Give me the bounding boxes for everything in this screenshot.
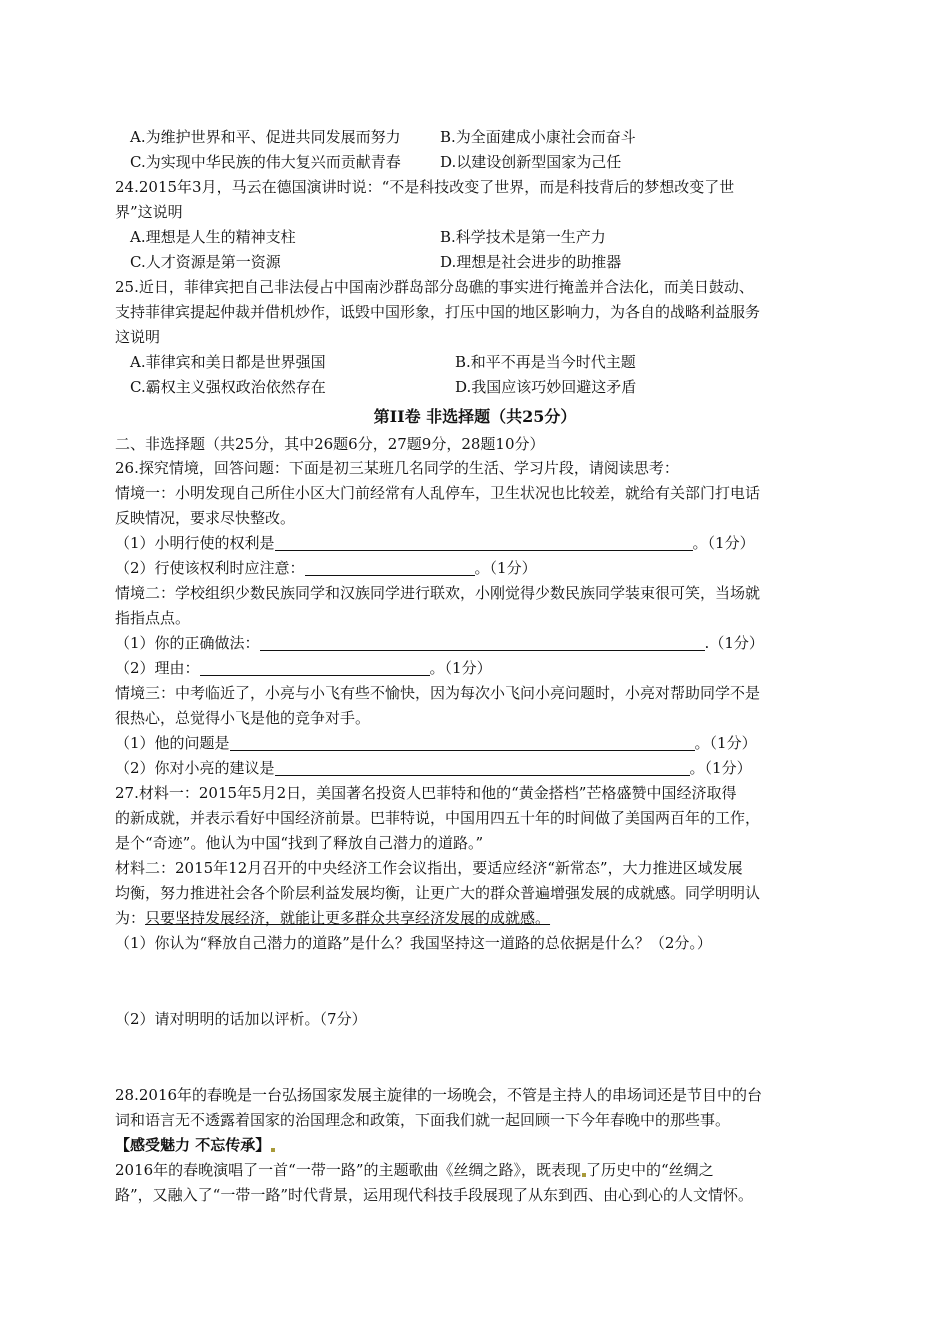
q26-scene1-question1 — [115, 531, 755, 555]
q27-material1-line1: 27.材料一：2015年5月2日，美国著名投资人巴菲特和他的“黄金搭档”芒格盛赞中国经济取得 — [115, 784, 737, 802]
q26-scene3-question1 — [115, 731, 757, 755]
q26-scene1-q2-points: 。（1分） — [474, 559, 537, 577]
answer-blank[interactable] — [230, 734, 695, 751]
q24-stem-line2: 界”这说明 — [115, 203, 183, 221]
q28-section-heading — [115, 1133, 275, 1157]
q26-scene1-q2-text: （2）行使该权利时应注意： — [115, 559, 305, 577]
q26-scene2-q1-points: .（1分） — [704, 634, 764, 652]
section-2-intro: 二、非选择题（共25分，其中26题6分，27题9分，28题10分） — [115, 435, 545, 453]
q28-heading-text: 【感受魅力 不忘传承】 — [115, 1136, 271, 1154]
q25-option-a: A.菲律宾和美日都是世界强国 — [130, 353, 326, 371]
q26-scene1-line2: 反映情况，要求尽快整改。 — [115, 509, 296, 527]
q27-question1: （1）你认为“释放自己潜力的道路”是什么？我国坚持这一道路的总依据是什么？（2分。） — [115, 934, 712, 952]
q26-scene3-question2 — [115, 756, 752, 780]
q27-material2-line1: 材料二：2015年12月召开的中央经济工作会议指出，要适应经济“新常态”，大力推进区域发展 — [115, 859, 743, 877]
q26-scene2-line1: 情境二：学校组织少数民族同学和汉族同学进行联欢，小刚觉得少数民族同学装束很可笑，当场就 — [115, 584, 761, 602]
q28-paragraph-line1 — [115, 1158, 714, 1182]
q24-option-c: C.人才资源是第一资源 — [130, 253, 281, 271]
q26-scene3-line2: 很热心，总觉得小飞是他的竞争对手。 — [115, 709, 371, 727]
q27-material1-line2: 的新成就，并表示看好中国经济前景。巴菲特说，中国用四五十年的时间做了美国两百年的工作， — [115, 809, 761, 827]
q26-scene2-q2-points: 。（1分） — [429, 659, 492, 677]
answer-blank[interactable] — [275, 759, 690, 776]
q25-option-c: C.霸权主义强权政治依然存在 — [130, 378, 326, 396]
q28-stem-line2: 词和语言无不透露着国家的治国理念和政策，下面我们就一起回顾一下今年春晚中的那些事。 — [115, 1111, 731, 1129]
answer-blank[interactable] — [275, 534, 693, 551]
section-2-title: 第II卷 非选择题（共25分） — [373, 407, 577, 426]
q24-option-d: D.理想是社会进步的助推器 — [440, 253, 622, 271]
q26-scene1-q1-points: 。（1分） — [692, 534, 755, 552]
q26-scene1-question2 — [115, 556, 537, 580]
q28-paragraph-line1-end: 了历史中的“丝绸之 — [586, 1161, 714, 1179]
q26-stem: 26.探究情境，回答问题：下面是初三某班几名同学的生活、学习片段，请阅读思考： — [115, 459, 679, 477]
q25-option-b: B.和平不再是当今时代主题 — [455, 353, 636, 371]
q26-scene3-q1-points: 。（1分） — [694, 734, 757, 752]
q25-option-d: D.我国应该巧妙回避这矛盾 — [455, 378, 637, 396]
q26-scene2-q2-text: （2）理由： — [115, 659, 200, 677]
q25-stem-line2: 支持菲律宾提起仲裁并借机炒作，诋毁中国形象，打压中国的地区影响力，为各自的战略利益服务 — [115, 303, 761, 321]
q27-material2-line3 — [115, 906, 550, 930]
q25-stem-line1: 25.近日，菲律宾把自己非法侵占中国南沙群岛部分岛礁的事实进行掩盖并合法化，而美日鼓动、 — [115, 278, 754, 296]
q27-question2: （2）请对明明的话加以评析。（7分） — [115, 1010, 367, 1028]
q26-scene3-line1: 情境三：中考临近了，小亮与小飞有些不愉快，因为每次小飞问小亮问题时，小亮对帮助同学不是 — [115, 684, 761, 702]
q26-scene3-q2-points: 。（1分） — [689, 759, 752, 777]
q23-option-a: A.为维护世界和平、促进共同发展而努力 — [130, 128, 401, 146]
q27-material1-line3: 是个“奇迹”。他认为中国“找到了释放自己潜力的道路。” — [115, 834, 484, 852]
q23-option-d: D.以建设创新型国家为己任 — [440, 153, 622, 171]
q28-stem-line1: 28.2016年的春晚是一台弘扬国家发展主旋律的一场晚会，不管是主持人的串场词还是节目中的台 — [115, 1086, 763, 1104]
answer-blank[interactable] — [260, 634, 705, 651]
q26-scene2-question2 — [115, 656, 492, 680]
q28-paragraph-line1-start: 2016年的春晚演唱了一首“一带一路”的主题歌曲《丝绸之路》，既表现 — [115, 1161, 582, 1179]
q27-material2-prefix: 为： — [115, 909, 146, 927]
q26-scene3-q2-text: （2）你对小亮的建议是 — [115, 759, 275, 777]
answer-blank[interactable] — [305, 559, 475, 576]
mark-dot — [271, 1148, 275, 1152]
q27-underlined-claim: 只要坚持发展经济，就能让更多群众共享经济发展的成就感。 — [145, 909, 551, 927]
q26-scene1-q1-text: （1）小明行使的权利是 — [115, 534, 275, 552]
q24-option-b: B.科学技术是第一生产力 — [440, 228, 606, 246]
q26-scene2-q1-text: （1）你的正确做法： — [115, 634, 260, 652]
q26-scene1-line1: 情境一：小明发现自己所住小区大门前经常有人乱停车，卫生状况也比较差，就给有关部门打电话 — [115, 484, 761, 502]
q23-option-b: B.为全面建成小康社会而奋斗 — [440, 128, 636, 146]
q28-paragraph-line2: 路”，又融入了“一带一路”时代背景，运用现代科技手段展现了从东到西、由心到心的人文情怀。 — [115, 1186, 754, 1204]
q26-scene2-line2: 指指点点。 — [115, 609, 191, 627]
q27-material2-line2: 均衡，努力推进社会各个阶层利益发展均衡，让更广大的群众普遍增强发展的成就感。同学明明认 — [115, 884, 761, 902]
q24-option-a: A.理想是人生的精神支柱 — [130, 228, 296, 246]
q23-option-c: C.为实现中华民族的伟大复兴而贡献青春 — [130, 153, 401, 171]
answer-blank[interactable] — [200, 659, 430, 676]
q26-scene2-question1 — [115, 631, 764, 655]
q24-stem-line1: 24.2015年3月，马云在德国演讲时说：“不是科技改变了世界，而是科技背后的梦想改变了世 — [115, 178, 735, 196]
q25-stem-line3: 这说明 — [115, 328, 161, 346]
q26-scene3-q1-text: （1）他的问题是 — [115, 734, 230, 752]
